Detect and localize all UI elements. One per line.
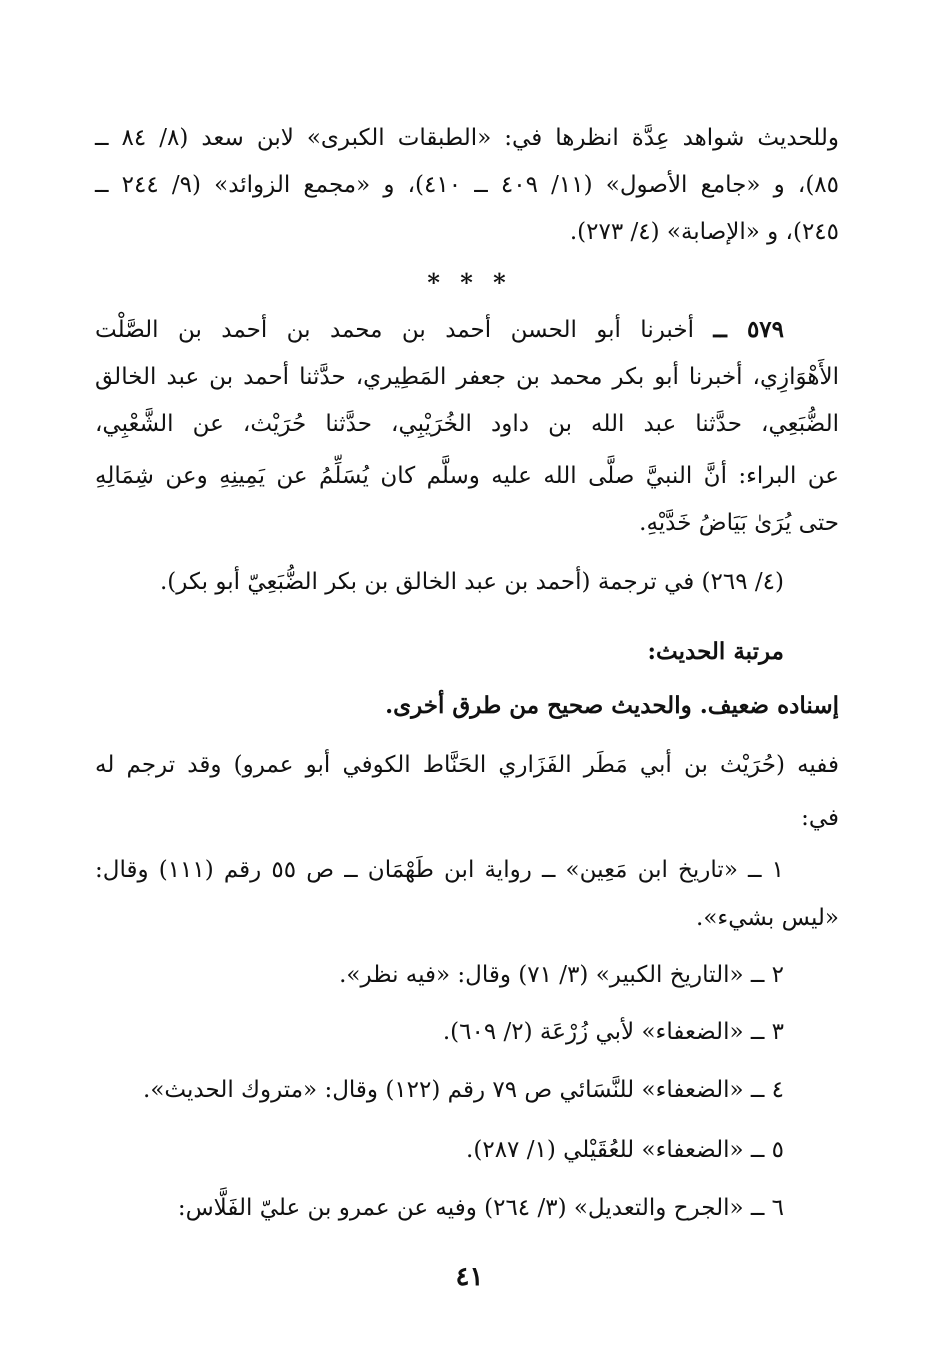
reference-3: ٣ ــ «الضعفاء» لأبي زُرْعَة (٢/ ٦٠٩). bbox=[442, 1019, 784, 1045]
hadith-number: ٥٧٩ ــ bbox=[713, 316, 785, 343]
sources-line-2: ٨٥)، و «جامع الأصول» (١١/ ٤٠٩ ــ ٤١٠)، و «مجمع الزوائد» (٩/ ٢٤٤ ــ bbox=[95, 172, 840, 198]
reference-6: ٦ ــ «الجرح والتعديل» (٣/ ٢٦٤) وفيه عن عمرو بن عليّ الفَلَّاس: bbox=[177, 1195, 784, 1221]
reference-4: ٤ ــ «الضعفاء» للنَّسَائي ص ٧٩ رقم (١٢٢) وقال: «متروك الحديث». bbox=[143, 1077, 784, 1103]
sources-line-3: ٢٤٥)، و «الإصابة» (٤/ ٢٧٣). bbox=[569, 219, 839, 245]
grade-verdict: إسناده ضعيف. والحديث صحيح من طرق أخرى. bbox=[385, 692, 839, 719]
page-number: ٤١ bbox=[455, 1262, 484, 1292]
reference-2: ٢ ــ «التاريخ الكبير» (٣/ ٧١) وقال: «فيه نظر». bbox=[339, 962, 784, 988]
hadith-line-3: الضُّبَعِي، حدَّثنا عبد الله بن داود الخُرَيْبِي، حدَّثنا حُرَيْث، عن الشَّعْبِي، bbox=[95, 411, 839, 437]
sources-line-1: وللحديث شواهد عِدَّة انظرها في: «الطبقات الكبرى» لابن سعد (٨/ ٨٤ ــ bbox=[95, 125, 839, 151]
hadith-line-4: عن البراء: أنَّ النبيَّ صلَّى الله عليه وسلَّم كان يُسَلِّمُ عن يَمِينِهِ وعن شِمَالِهِ bbox=[95, 463, 839, 489]
section-separator: * * * bbox=[427, 268, 512, 297]
reference-1-line-2: «ليس بشيء». bbox=[696, 905, 839, 931]
hadith-line-2: الأَهْوَازِي، أخبرنا أبو بكر محمد بن جعفر المَطِيري، حدَّثنا أحمد بن عبد الخالق bbox=[95, 364, 839, 390]
grade-heading: مرتبة الحديث: bbox=[647, 638, 784, 665]
reference-1-line-1: ١ ــ «تاريخ ابن مَعِين» ــ رواية ابن طَهْمَان ــ ص ٥٥ رقم (١١١) وقال: bbox=[95, 857, 785, 883]
reference-5: ٥ ــ «الضعفاء» للعُقَيْلي (١/ ٢٨٧). bbox=[466, 1137, 784, 1163]
narrator-line-2: في: bbox=[801, 805, 839, 831]
hadith-line-1 bbox=[95, 310, 784, 350]
tarjama-reference: (٤/ ٢٦٩) في ترجمة (أحمد بن عبد الخالق بن بكر الضُّبَعِيّ أبو بكر). bbox=[159, 569, 784, 595]
narrator-line-1: ففيه (حُرَيْث بن أبي مَطَر الفَزَاري الحَنَّاط الكوفي أبو عمرو) وقد ترجم له bbox=[95, 752, 839, 778]
hadith-isnad-1: أخبرنا أبو الحسن أحمد بن محمد بن أحمد بن الصَّلْت bbox=[95, 317, 694, 343]
hadith-line-5: حتى يُرَىٰ بَيَاضُ خَدَّيْهِ. bbox=[639, 510, 839, 536]
